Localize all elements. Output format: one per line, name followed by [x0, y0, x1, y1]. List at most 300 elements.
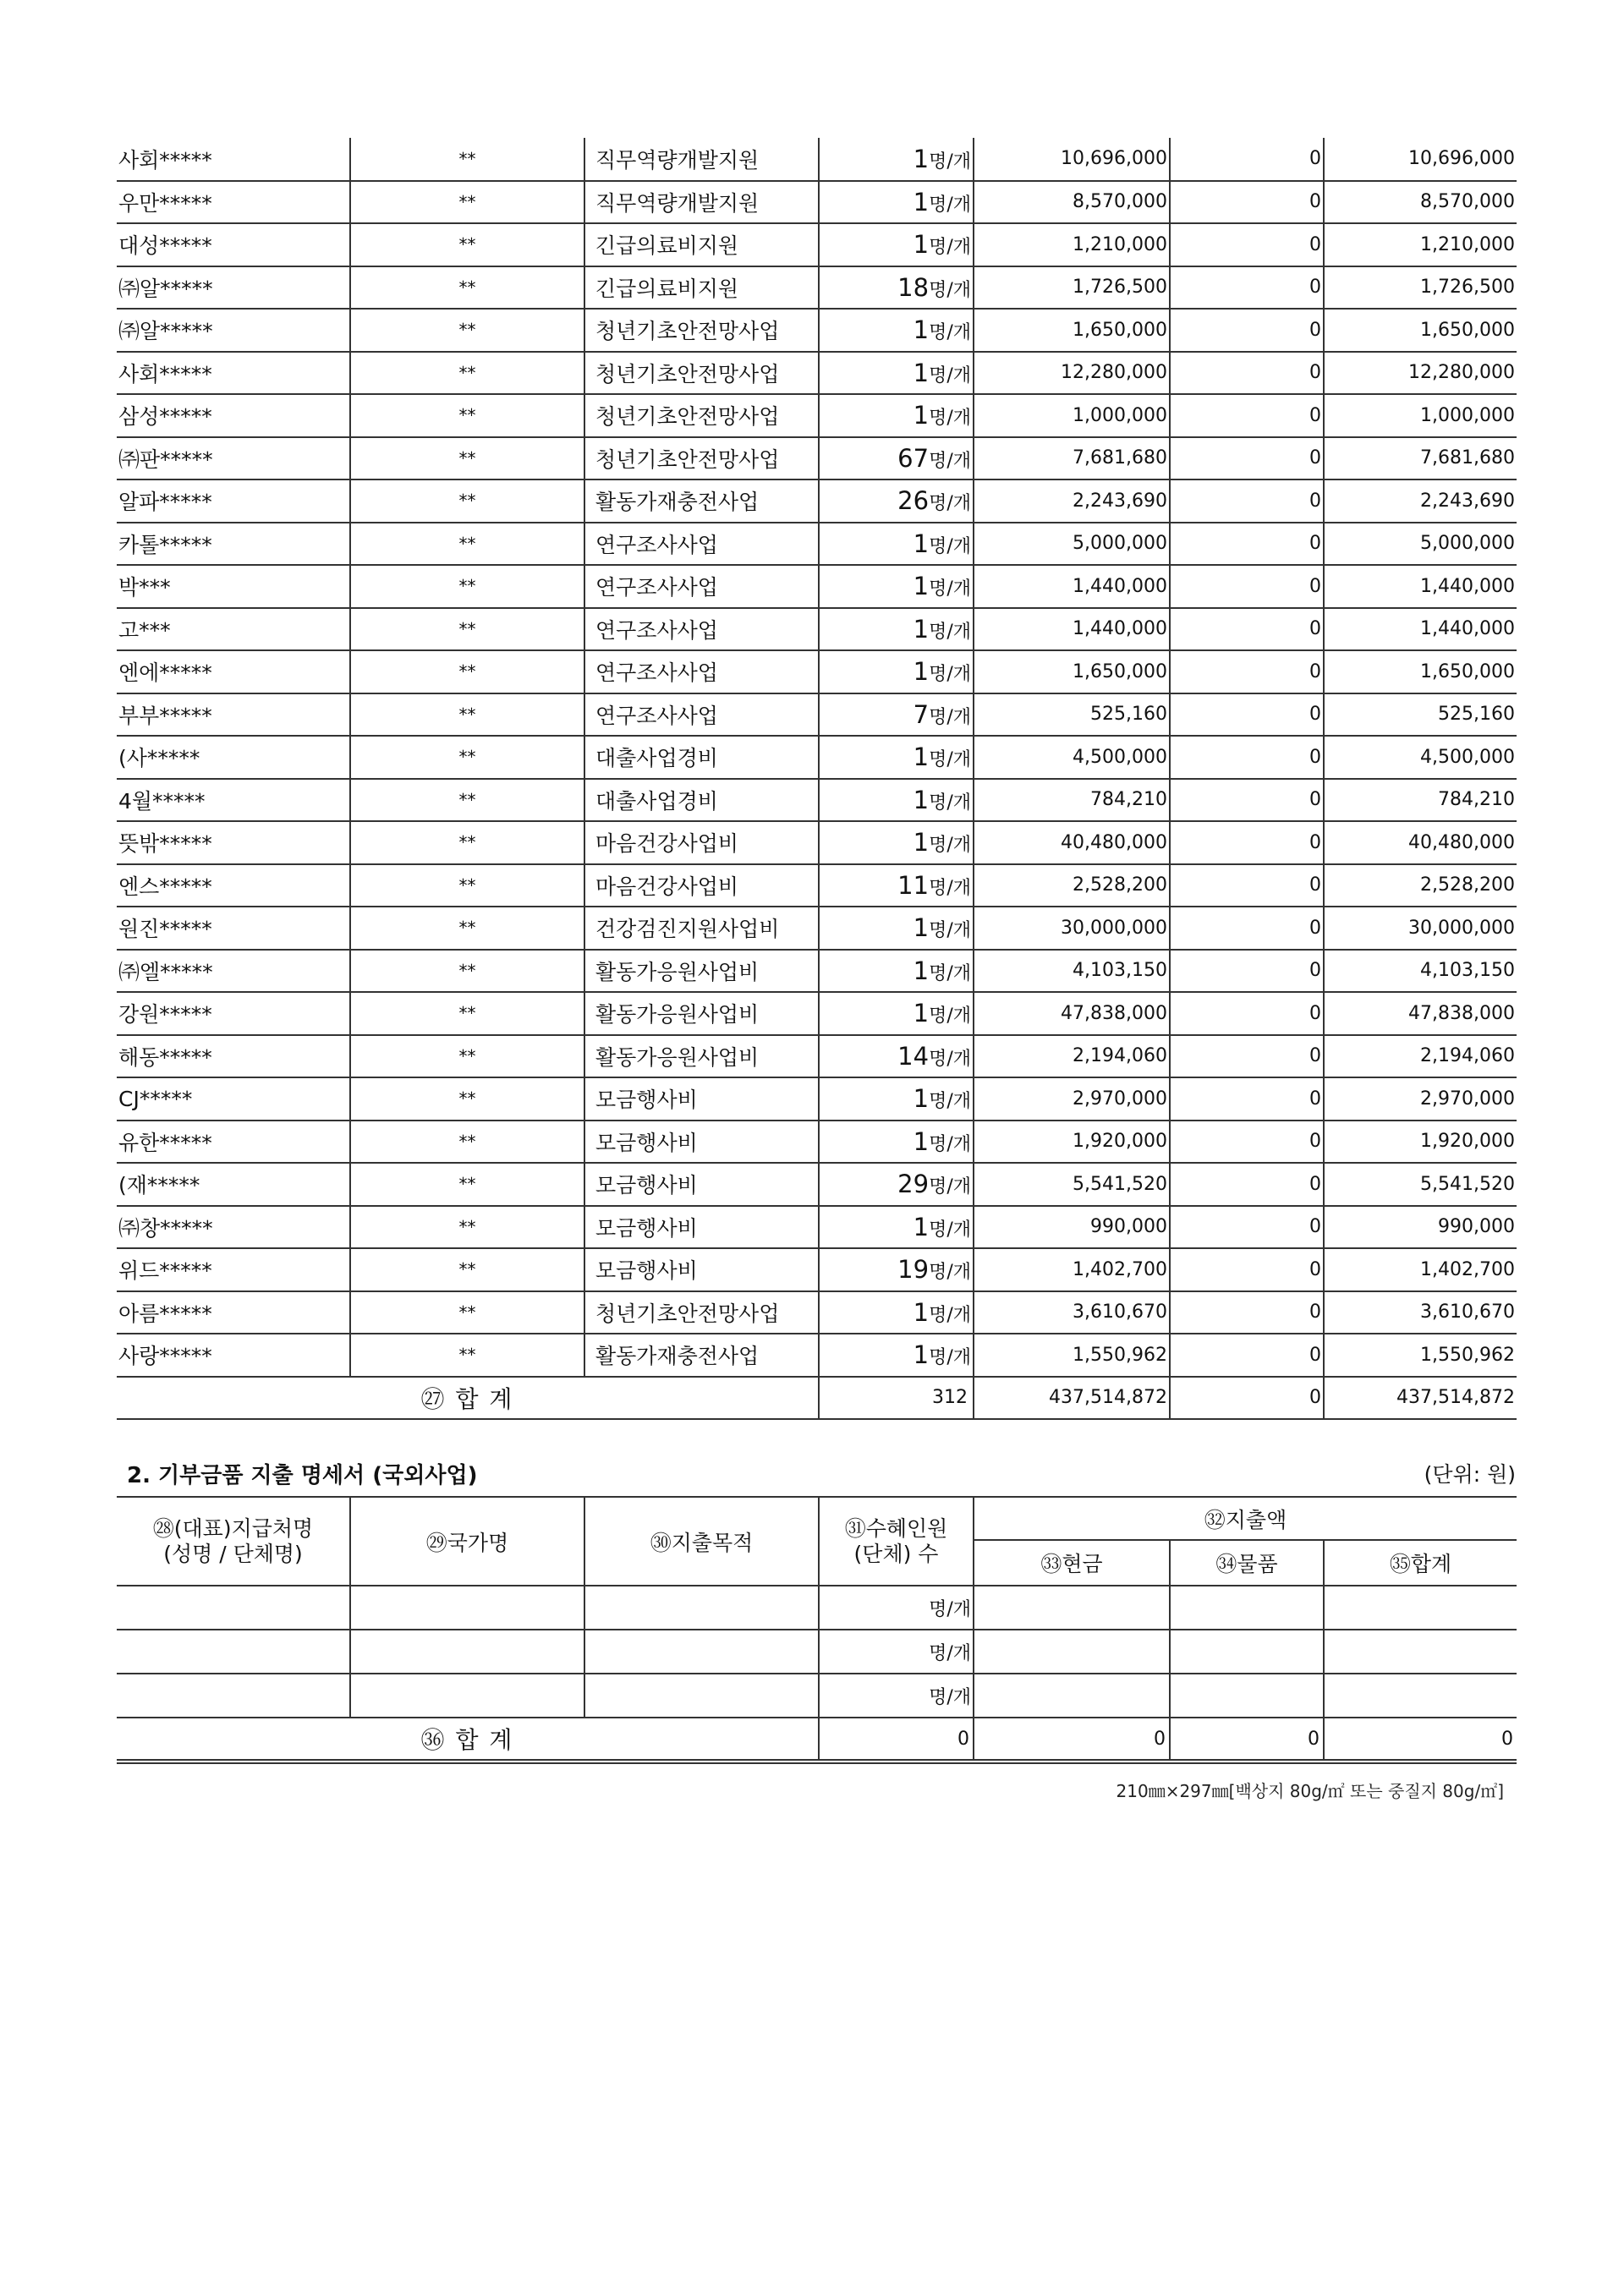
cash-amount: 1,402,700 — [974, 1248, 1170, 1291]
paper-spec-footnote: 210㎜×297㎜[백상지 80g/㎡ 또는 중질지 80g/㎡] — [1116, 1781, 1504, 1801]
recipient-count — [819, 907, 974, 950]
recipient-count-unit: 명/개 — [929, 408, 971, 430]
table-row — [117, 907, 1517, 950]
recipient-count-number: 1 — [913, 230, 930, 260]
total-amount: 12,280,000 — [1324, 352, 1517, 395]
cash-amount: 8,570,000 — [974, 181, 1170, 224]
country-name: ** — [350, 223, 584, 266]
recipient-count-number: 1 — [913, 999, 930, 1028]
total-count: 312 — [819, 1377, 974, 1420]
cash-amount: 10,696,000 — [974, 138, 1170, 181]
recipient-count-number: 67 — [897, 443, 930, 473]
recipient-count-unit: 명/개 — [929, 493, 971, 515]
table-row — [117, 223, 1517, 266]
cash-amount: 784,210 — [974, 779, 1170, 822]
recipient-count-unit: 명/개 — [929, 1133, 971, 1155]
payee-name: (사***** — [117, 736, 350, 779]
domestic-total-row — [117, 1377, 1517, 1420]
country-name: ** — [350, 1163, 584, 1206]
goods-amount: 0 — [1170, 1291, 1324, 1334]
country-name: ** — [350, 309, 584, 352]
expense-purpose: 모금행사비 — [584, 1206, 819, 1249]
expense-purpose: 연구조사사업 — [584, 693, 819, 737]
recipient-count-number: 11 — [897, 870, 930, 900]
recipient-count-number: 1 — [913, 1212, 930, 1241]
recipient-count-unit: 명/개 — [929, 621, 971, 643]
country-name: ** — [350, 779, 584, 822]
payee-name: 사회***** — [117, 352, 350, 395]
payee-name: 부부***** — [117, 693, 350, 737]
total-amount: 4,500,000 — [1324, 736, 1517, 779]
recipient-count-unit: 명/개 — [929, 279, 971, 301]
goods-amount: 0 — [1170, 565, 1324, 608]
payee-name: 알파***** — [117, 479, 350, 523]
purpose-header: ㉚지출목적 — [584, 1498, 819, 1586]
section-title: 2. 기부금품 지출 명세서 (국외사업) — [127, 1463, 478, 1488]
recipient-count — [819, 821, 974, 864]
recipient-count-number: 1 — [913, 358, 930, 387]
cash-amount: 4,500,000 — [974, 736, 1170, 779]
payee-name: 원진***** — [117, 907, 350, 950]
recipient-count-number: 1 — [913, 572, 930, 601]
recipient-count — [819, 309, 974, 352]
recipient-count-unit: 명/개 — [929, 535, 971, 557]
goods-cell — [1170, 1630, 1324, 1674]
goods-amount: 0 — [1170, 779, 1324, 822]
expense-purpose: 청년기초안전망사업 — [584, 352, 819, 395]
expense-purpose: 긴급의료비지원 — [584, 266, 819, 310]
country-name: ** — [350, 266, 584, 310]
country-name: ** — [350, 950, 584, 993]
foreign-total-count: 0 — [819, 1718, 974, 1762]
payee-name: CJ***** — [117, 1077, 350, 1121]
payee-name: 삼성***** — [117, 394, 350, 437]
recipient-count-number: 1 — [913, 1126, 930, 1156]
expense-purpose: 건강검진지원사업비 — [584, 907, 819, 950]
recipient-unit: 명/개 — [819, 1586, 974, 1630]
goods-amount: 0 — [1170, 1206, 1324, 1249]
recipient-count — [819, 1291, 974, 1334]
goods-amount: 0 — [1170, 266, 1324, 310]
recipient-unit: 명/개 — [819, 1630, 974, 1674]
country-name: ** — [350, 608, 584, 651]
payee-name: 대성***** — [117, 223, 350, 266]
sum-cell — [1324, 1630, 1517, 1674]
country-name: ** — [350, 394, 584, 437]
recipient-count-number: 1 — [913, 956, 930, 985]
payee-header — [117, 1498, 350, 1586]
cash-amount: 990,000 — [974, 1206, 1170, 1249]
cash-amount: 1,440,000 — [974, 608, 1170, 651]
sum-cell — [1324, 1674, 1517, 1718]
expense-purpose: 활동가재충전사업 — [584, 479, 819, 523]
goods-amount: 0 — [1170, 907, 1324, 950]
recipient-count — [819, 181, 974, 224]
payee-name: 카톨***** — [117, 523, 350, 566]
purpose-cell — [584, 1674, 819, 1718]
cash-amount: 3,610,670 — [974, 1291, 1170, 1334]
payee-header-line2: (성명 / 단체명) — [163, 1541, 303, 1566]
cash-amount: 7,681,680 — [974, 437, 1170, 480]
total-amount: 1,650,000 — [1324, 309, 1517, 352]
expense-purpose: 모금행사비 — [584, 1163, 819, 1206]
total-amount: 2,528,200 — [1324, 864, 1517, 907]
expense-purpose: 연구조사사업 — [584, 650, 819, 693]
recipient-count-number: 1 — [913, 315, 930, 345]
recipient-count-number: 1 — [913, 529, 930, 558]
recipient-count-number: 1 — [913, 1340, 930, 1370]
cash-amount: 4,103,150 — [974, 950, 1170, 993]
table-row — [117, 394, 1517, 437]
recipient-count-unit: 명/개 — [929, 1219, 971, 1241]
recipients-header-line1: ㉛수혜인원 — [844, 1515, 948, 1541]
goods-header: ㉞물품 — [1170, 1540, 1324, 1586]
country-name: ** — [350, 864, 584, 907]
recipient-count — [819, 394, 974, 437]
goods-amount: 0 — [1170, 950, 1324, 993]
goods-amount: 0 — [1170, 1248, 1324, 1291]
table-row — [117, 352, 1517, 395]
recipient-count-number: 1 — [913, 743, 930, 772]
recipient-count — [819, 950, 974, 993]
cash-amount: 2,194,060 — [974, 1035, 1170, 1078]
goods-amount: 0 — [1170, 223, 1324, 266]
table-row — [117, 479, 1517, 523]
payee-name: 엔스***** — [117, 864, 350, 907]
recipient-count-number: 1 — [913, 144, 930, 173]
recipient-count — [819, 138, 974, 181]
payee-name: ㈜판***** — [117, 437, 350, 480]
goods-amount: 0 — [1170, 352, 1324, 395]
unit-note: (단위: 원) — [1424, 1462, 1516, 1487]
table-row — [117, 864, 1517, 907]
expense-purpose: 직무역량개발지원 — [584, 138, 819, 181]
table-row — [117, 1163, 1517, 1206]
goods-amount: 0 — [1170, 1077, 1324, 1121]
recipient-count-number: 1 — [913, 1084, 930, 1114]
recipient-count — [819, 693, 974, 737]
payee-name: 우만***** — [117, 181, 350, 224]
foreign-total-cash: 0 — [974, 1718, 1170, 1762]
country-cell — [350, 1674, 584, 1718]
goods-cell — [1170, 1674, 1324, 1718]
expense-purpose: 연구조사사업 — [584, 565, 819, 608]
expense-purpose: 모금행사비 — [584, 1248, 819, 1291]
recipient-count-unit: 명/개 — [929, 1347, 971, 1369]
goods-amount: 0 — [1170, 736, 1324, 779]
cash-amount: 5,000,000 — [974, 523, 1170, 566]
total-amount: 4,103,150 — [1324, 950, 1517, 993]
table-row — [117, 992, 1517, 1035]
purpose-cell — [584, 1586, 819, 1630]
recipient-count-unit: 명/개 — [929, 450, 971, 472]
recipient-count — [819, 523, 974, 566]
expense-purpose: 청년기초안전망사업 — [584, 309, 819, 352]
country-name: ** — [350, 479, 584, 523]
country-name: ** — [350, 1121, 584, 1164]
foreign-table-body — [117, 1586, 1517, 1718]
goods-amount: 0 — [1170, 1035, 1324, 1078]
country-name: ** — [350, 650, 584, 693]
recipient-count-unit: 명/개 — [929, 322, 971, 344]
total-amount: 40,480,000 — [1324, 821, 1517, 864]
goods-amount: 0 — [1170, 181, 1324, 224]
recipient-count — [819, 1077, 974, 1121]
goods-amount: 0 — [1170, 864, 1324, 907]
recipient-count-unit: 명/개 — [929, 237, 971, 259]
table-row — [117, 608, 1517, 651]
country-name: ** — [350, 1291, 584, 1334]
amount-header: ㉜지출액 — [974, 1498, 1517, 1540]
recipient-count-number: 1 — [913, 828, 930, 858]
recipient-count-number: 1 — [913, 913, 930, 943]
recipient-count-number: 1 — [913, 1297, 930, 1327]
goods-amount: 0 — [1170, 1163, 1324, 1206]
country-name: ** — [350, 1334, 584, 1377]
total-sum: 437,514,872 — [1324, 1377, 1517, 1420]
recipient-count — [819, 223, 974, 266]
total-amount: 1,920,000 — [1324, 1121, 1517, 1164]
recipient-count-unit: 명/개 — [929, 835, 971, 857]
country-name: ** — [350, 1248, 584, 1291]
expense-purpose: 마음건강사업비 — [584, 864, 819, 907]
recipient-count — [819, 1206, 974, 1249]
payee-name: 유한***** — [117, 1121, 350, 1164]
payee-cell — [117, 1586, 350, 1630]
cash-amount: 47,838,000 — [974, 992, 1170, 1035]
payee-name: 4월***** — [117, 779, 350, 822]
total-amount: 3,610,670 — [1324, 1291, 1517, 1334]
payee-name: ㈜엘***** — [117, 950, 350, 993]
foreign-total-label: ㊱ 합 계 — [117, 1718, 819, 1762]
table-row — [117, 779, 1517, 822]
goods-amount: 0 — [1170, 437, 1324, 480]
recipient-count-unit: 명/개 — [929, 1006, 971, 1027]
payee-name: 엔에***** — [117, 650, 350, 693]
recipient-count-number: 1 — [913, 657, 930, 687]
payee-name: ㈜알***** — [117, 266, 350, 310]
total-amount: 1,000,000 — [1324, 394, 1517, 437]
sum-cell — [1324, 1586, 1517, 1630]
expense-purpose: 청년기초안전망사업 — [584, 1291, 819, 1334]
expense-purpose: 연구조사사업 — [584, 523, 819, 566]
domestic-table-body — [117, 138, 1517, 1377]
total-amount: 8,570,000 — [1324, 181, 1517, 224]
cash-amount: 2,243,690 — [974, 479, 1170, 523]
total-amount: 1,726,500 — [1324, 266, 1517, 310]
recipient-count-unit: 명/개 — [929, 877, 971, 899]
table-row — [117, 1077, 1517, 1121]
cash-amount: 12,280,000 — [974, 352, 1170, 395]
foreign-total-sum: 0 — [1324, 1718, 1517, 1762]
cash-amount: 2,528,200 — [974, 864, 1170, 907]
recipient-count — [819, 608, 974, 651]
goods-amount: 0 — [1170, 523, 1324, 566]
payee-name: 뜻밖***** — [117, 821, 350, 864]
table-row — [117, 1248, 1517, 1291]
country-name: ** — [350, 821, 584, 864]
recipient-count — [819, 864, 974, 907]
total-amount: 525,160 — [1324, 693, 1517, 737]
cash-amount: 1,650,000 — [974, 309, 1170, 352]
recipient-count-number: 18 — [897, 272, 930, 302]
recipient-count — [819, 1248, 974, 1291]
recipient-count-unit: 명/개 — [929, 1091, 971, 1113]
payee-name: 위드***** — [117, 1248, 350, 1291]
cash-amount: 1,726,500 — [974, 266, 1170, 310]
foreign-total-goods: 0 — [1170, 1718, 1324, 1762]
total-amount: 2,970,000 — [1324, 1077, 1517, 1121]
recipient-count-unit: 명/개 — [929, 364, 971, 386]
payee-header-line1: ㉘(대표)지급처명 — [152, 1515, 314, 1541]
country-cell — [350, 1586, 584, 1630]
recipient-count — [819, 992, 974, 1035]
recipient-count-number: 7 — [913, 699, 930, 729]
country-header: ㉙국가명 — [350, 1498, 584, 1586]
recipient-count — [819, 266, 974, 310]
recipient-count-unit: 명/개 — [929, 194, 971, 216]
recipient-count-unit: 명/개 — [929, 1304, 971, 1326]
total-amount: 30,000,000 — [1324, 907, 1517, 950]
table-row — [117, 821, 1517, 864]
total-amount: 1,550,962 — [1324, 1334, 1517, 1377]
payee-name: 고*** — [117, 608, 350, 651]
recipient-count-unit: 명/개 — [929, 792, 971, 814]
table-row — [117, 565, 1517, 608]
recipient-count-unit: 명/개 — [929, 962, 971, 984]
payee-name: 아름***** — [117, 1291, 350, 1334]
total-amount: 1,440,000 — [1324, 565, 1517, 608]
cash-amount: 30,000,000 — [974, 907, 1170, 950]
recipient-count-number: 1 — [913, 187, 930, 216]
total-amount: 10,696,000 — [1324, 138, 1517, 181]
cash-amount: 1,650,000 — [974, 650, 1170, 693]
payee-name: ㈜창***** — [117, 1206, 350, 1249]
table-row — [117, 736, 1517, 779]
expense-purpose: 대출사업경비 — [584, 779, 819, 822]
expense-purpose: 활동가응원사업비 — [584, 1035, 819, 1078]
country-name: ** — [350, 1206, 584, 1249]
expense-purpose: 활동가재충전사업 — [584, 1334, 819, 1377]
payee-cell — [117, 1630, 350, 1674]
total-amount: 1,650,000 — [1324, 650, 1517, 693]
recipient-count-unit: 명/개 — [929, 1176, 971, 1198]
table-row — [117, 437, 1517, 480]
country-name: ** — [350, 736, 584, 779]
country-cell — [350, 1630, 584, 1674]
recipient-count-unit: 명/개 — [929, 1048, 971, 1070]
cash-amount: 1,440,000 — [974, 565, 1170, 608]
goods-amount: 0 — [1170, 1121, 1324, 1164]
expense-purpose: 활동가응원사업비 — [584, 950, 819, 993]
country-name: ** — [350, 352, 584, 395]
cash-amount: 5,541,520 — [974, 1163, 1170, 1206]
payee-name: 강원***** — [117, 992, 350, 1035]
total-amount: 2,243,690 — [1324, 479, 1517, 523]
cash-amount: 525,160 — [974, 693, 1170, 737]
total-amount: 5,000,000 — [1324, 523, 1517, 566]
table-row — [117, 1334, 1517, 1377]
recipients-header-line2: (단체) 수 — [853, 1541, 939, 1566]
expense-purpose: 연구조사사업 — [584, 608, 819, 651]
goods-amount: 0 — [1170, 1334, 1324, 1377]
country-name: ** — [350, 1035, 584, 1078]
recipient-count — [819, 479, 974, 523]
table-row — [117, 138, 1517, 181]
recipient-count — [819, 352, 974, 395]
table-row — [117, 1586, 1517, 1630]
total-amount: 1,402,700 — [1324, 1248, 1517, 1291]
country-name: ** — [350, 181, 584, 224]
total-amount: 2,194,060 — [1324, 1035, 1517, 1078]
total-goods: 0 — [1170, 1377, 1324, 1420]
total-amount: 784,210 — [1324, 779, 1517, 822]
total-amount: 990,000 — [1324, 1206, 1517, 1249]
expense-purpose: 긴급의료비지원 — [584, 223, 819, 266]
total-label: ㉗ 합 계 — [117, 1377, 819, 1420]
recipient-count-unit: 명/개 — [929, 1262, 971, 1284]
recipient-count-number: 29 — [897, 1170, 930, 1199]
total-amount: 47,838,000 — [1324, 992, 1517, 1035]
cash-amount: 1,550,962 — [974, 1334, 1170, 1377]
recipient-count-number: 26 — [897, 486, 930, 516]
payee-name: 박*** — [117, 565, 350, 608]
foreign-total-row — [117, 1718, 1517, 1762]
payee-name: (재***** — [117, 1163, 350, 1206]
country-name: ** — [350, 907, 584, 950]
recipient-count-number: 14 — [897, 1041, 930, 1071]
country-name: ** — [350, 693, 584, 737]
table-row — [117, 309, 1517, 352]
goods-amount: 0 — [1170, 992, 1324, 1035]
expense-purpose: 대출사업경비 — [584, 736, 819, 779]
total-header: ㉟합계 — [1324, 1540, 1517, 1586]
cash-header: ㉝현금 — [974, 1540, 1170, 1586]
goods-amount: 0 — [1170, 650, 1324, 693]
goods-amount: 0 — [1170, 821, 1324, 864]
recipient-count — [819, 1334, 974, 1377]
cash-cell — [974, 1630, 1170, 1674]
expense-purpose: 모금행사비 — [584, 1121, 819, 1164]
cash-amount: 2,970,000 — [974, 1077, 1170, 1121]
country-name: ** — [350, 992, 584, 1035]
cash-amount: 40,480,000 — [974, 821, 1170, 864]
recipient-count-unit: 명/개 — [929, 706, 971, 728]
payee-cell — [117, 1674, 350, 1718]
recipient-count-unit: 명/개 — [929, 578, 971, 600]
recipient-count — [819, 1121, 974, 1164]
payee-name: 사랑***** — [117, 1334, 350, 1377]
expense-purpose: 청년기초안전망사업 — [584, 437, 819, 480]
header-row — [117, 1498, 1517, 1540]
expense-purpose: 활동가응원사업비 — [584, 992, 819, 1035]
recipient-count-unit: 명/개 — [929, 920, 971, 942]
expense-purpose: 마음건강사업비 — [584, 821, 819, 864]
table-row — [117, 266, 1517, 310]
expense-purpose: 모금행사비 — [584, 1077, 819, 1121]
table-row — [117, 693, 1517, 737]
recipient-count-number: 1 — [913, 401, 930, 430]
total-amount: 7,681,680 — [1324, 437, 1517, 480]
recipient-unit: 명/개 — [819, 1674, 974, 1718]
table-row — [117, 1121, 1517, 1164]
cash-amount: 1,920,000 — [974, 1121, 1170, 1164]
recipient-count-unit: 명/개 — [929, 151, 971, 173]
cash-amount: 1,000,000 — [974, 394, 1170, 437]
recipient-count-unit: 명/개 — [929, 664, 971, 686]
recipient-count — [819, 1035, 974, 1078]
goods-amount: 0 — [1170, 309, 1324, 352]
